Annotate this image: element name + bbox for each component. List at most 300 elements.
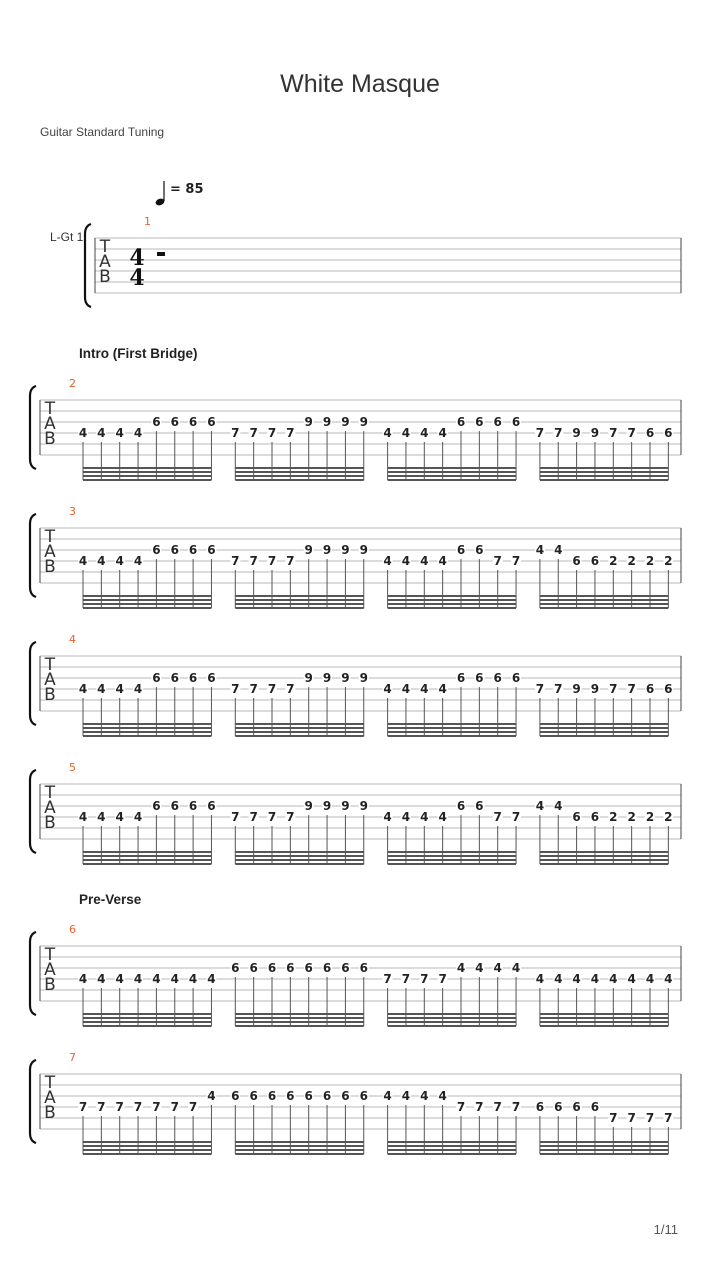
fret-number: 4 bbox=[97, 426, 106, 440]
tab-letter-b: B bbox=[44, 429, 56, 449]
fret-number: 4 bbox=[78, 682, 88, 696]
fret-number: 6 bbox=[535, 1100, 545, 1114]
fret-number: 4 bbox=[170, 972, 179, 986]
fret-number: 4 bbox=[590, 972, 600, 986]
fret-number: 6 bbox=[590, 554, 600, 568]
fret-number: 4 bbox=[115, 554, 124, 568]
fret-number: 7 bbox=[267, 682, 277, 696]
tuning-label: Guitar Standard Tuning bbox=[40, 125, 165, 139]
tab-letter-a: A bbox=[44, 542, 56, 562]
fret-number: 4 bbox=[207, 1089, 216, 1103]
beam bbox=[235, 1025, 363, 1027]
fret-number: 7 bbox=[493, 1100, 502, 1114]
fret-number: 9 bbox=[304, 543, 313, 557]
beam bbox=[83, 723, 211, 725]
beam bbox=[235, 723, 363, 725]
beam bbox=[540, 859, 668, 861]
fret-number: 4 bbox=[456, 961, 466, 975]
tab-letter-b: B bbox=[44, 685, 56, 705]
fret-number: 7 bbox=[438, 972, 447, 986]
beam bbox=[83, 479, 211, 481]
beam bbox=[83, 1153, 211, 1155]
fret-number: 6 bbox=[572, 810, 581, 824]
beam bbox=[83, 595, 211, 597]
fret-number: 6 bbox=[456, 671, 466, 685]
fret-number: 4 bbox=[420, 810, 429, 824]
beam bbox=[388, 855, 516, 857]
beam bbox=[388, 475, 516, 477]
beam bbox=[540, 731, 668, 733]
tab-letter-a: A bbox=[44, 1088, 56, 1108]
fret-number: 6 bbox=[554, 1100, 563, 1114]
beam bbox=[540, 1145, 668, 1147]
fret-number: 9 bbox=[304, 415, 313, 429]
beam bbox=[83, 599, 211, 601]
fret-number: 6 bbox=[207, 543, 216, 557]
bar-number: 2 bbox=[69, 377, 76, 390]
fret-number: 4 bbox=[207, 972, 216, 986]
fret-number: 4 bbox=[664, 972, 673, 986]
fret-number: 7 bbox=[493, 810, 502, 824]
fret-number: 6 bbox=[170, 543, 179, 557]
fret-number: 6 bbox=[456, 799, 466, 813]
fret-number: 7 bbox=[627, 1111, 636, 1125]
fret-number: 4 bbox=[78, 810, 88, 824]
beam bbox=[235, 471, 363, 473]
fret-number: 7 bbox=[267, 810, 277, 824]
beam bbox=[235, 1141, 363, 1143]
fret-number: 4 bbox=[383, 426, 392, 440]
fret-number: 4 bbox=[554, 972, 563, 986]
fret-number: 7 bbox=[420, 972, 429, 986]
beam bbox=[83, 1149, 211, 1151]
beam bbox=[83, 475, 211, 477]
fret-number: 4 bbox=[420, 554, 429, 568]
tab-letter-b: B bbox=[99, 267, 111, 287]
fret-number: 2 bbox=[645, 810, 655, 824]
time-signature-bottom: 4 bbox=[129, 265, 145, 291]
beam bbox=[235, 851, 363, 853]
tab-letter-b: B bbox=[44, 557, 56, 577]
fret-number: 4 bbox=[511, 961, 521, 975]
beam bbox=[83, 1021, 211, 1023]
fret-number: 7 bbox=[535, 682, 545, 696]
fret-number: 2 bbox=[664, 810, 673, 824]
fret-number: 6 bbox=[664, 682, 673, 696]
beam bbox=[388, 479, 516, 481]
beam bbox=[540, 471, 668, 473]
beam bbox=[83, 1013, 211, 1015]
beam bbox=[83, 727, 211, 729]
beam bbox=[388, 1141, 516, 1143]
tab-letter-a: A bbox=[44, 414, 56, 434]
beam bbox=[388, 1149, 516, 1151]
beam bbox=[540, 603, 668, 605]
beam bbox=[540, 1153, 668, 1155]
fret-number: 4 bbox=[401, 554, 411, 568]
fret-number: 7 bbox=[609, 1111, 618, 1125]
beam bbox=[235, 603, 363, 605]
beam bbox=[83, 1145, 211, 1147]
fret-number: 9 bbox=[359, 671, 368, 685]
fret-number: 4 bbox=[438, 426, 447, 440]
beam bbox=[388, 859, 516, 861]
fret-number: 7 bbox=[249, 682, 258, 696]
fret-number: 6 bbox=[664, 426, 673, 440]
fret-number: 9 bbox=[322, 543, 332, 557]
fret-number: 6 bbox=[359, 1089, 368, 1103]
fret-number: 6 bbox=[267, 1089, 277, 1103]
beam bbox=[83, 1141, 211, 1143]
beam bbox=[540, 1141, 668, 1143]
fret-number: 4 bbox=[383, 682, 392, 696]
fret-number: 6 bbox=[170, 415, 179, 429]
beam bbox=[83, 863, 211, 865]
system-bracket bbox=[85, 224, 91, 307]
fret-number: 6 bbox=[341, 961, 350, 975]
tab-letter-b: B bbox=[44, 1103, 56, 1123]
beam bbox=[540, 607, 668, 609]
beam bbox=[235, 855, 363, 857]
beam bbox=[540, 475, 668, 477]
fret-number: 4 bbox=[438, 554, 447, 568]
fret-number: 4 bbox=[383, 554, 392, 568]
system-bracket bbox=[30, 514, 36, 597]
fret-number: 7 bbox=[286, 810, 295, 824]
beam bbox=[235, 863, 363, 865]
fret-number: 7 bbox=[664, 1111, 673, 1125]
tab-letter-t: T bbox=[44, 783, 56, 803]
fret-number: 6 bbox=[152, 415, 161, 429]
fret-number: 6 bbox=[304, 1089, 313, 1103]
fret-number: 7 bbox=[267, 426, 277, 440]
beam bbox=[83, 607, 211, 609]
fret-number: 2 bbox=[609, 554, 618, 568]
fret-number: 6 bbox=[267, 961, 277, 975]
fret-number: 7 bbox=[133, 1100, 143, 1114]
bar-number: 6 bbox=[69, 923, 76, 936]
fret-number: 7 bbox=[231, 810, 240, 824]
fret-number: 7 bbox=[511, 554, 521, 568]
fret-number: 7 bbox=[188, 1100, 198, 1114]
fret-number: 4 bbox=[420, 682, 429, 696]
beam bbox=[540, 1025, 668, 1027]
beam bbox=[540, 1021, 668, 1023]
tab-letter-b: B bbox=[44, 975, 56, 995]
fret-number: 7 bbox=[511, 810, 521, 824]
fret-number: 7 bbox=[554, 682, 563, 696]
fret-number: 6 bbox=[475, 543, 484, 557]
fret-number: 7 bbox=[554, 426, 563, 440]
fret-number: 6 bbox=[475, 799, 484, 813]
fret-number: 7 bbox=[645, 1111, 655, 1125]
beam bbox=[83, 731, 211, 733]
beam bbox=[540, 735, 668, 737]
fret-number: 4 bbox=[152, 972, 161, 986]
fret-number: 4 bbox=[609, 972, 618, 986]
fret-number: 4 bbox=[133, 682, 143, 696]
fret-number: 6 bbox=[456, 543, 466, 557]
beam bbox=[83, 1017, 211, 1019]
beam bbox=[540, 1013, 668, 1015]
fret-number: 4 bbox=[554, 543, 563, 557]
beam bbox=[388, 731, 516, 733]
beam bbox=[388, 735, 516, 737]
beam bbox=[83, 851, 211, 853]
bar-number: 7 bbox=[69, 1051, 76, 1064]
bar-number: 5 bbox=[69, 761, 76, 774]
bar-number: 4 bbox=[69, 633, 76, 646]
fret-number: 7 bbox=[170, 1100, 179, 1114]
fret-number: 9 bbox=[304, 671, 313, 685]
fret-number: 6 bbox=[304, 961, 313, 975]
fret-number: 4 bbox=[535, 972, 545, 986]
fret-number: 7 bbox=[383, 972, 392, 986]
tab-letter-a: A bbox=[44, 670, 56, 690]
fret-number: 4 bbox=[420, 426, 429, 440]
fret-number: 4 bbox=[133, 810, 143, 824]
beam bbox=[540, 595, 668, 597]
fret-number: 4 bbox=[115, 810, 124, 824]
bar-number: 1 bbox=[144, 215, 151, 228]
beam bbox=[388, 851, 516, 853]
fret-number: 7 bbox=[267, 554, 277, 568]
beam bbox=[235, 1021, 363, 1023]
fret-number: 6 bbox=[590, 1100, 600, 1114]
fret-number: 6 bbox=[207, 799, 216, 813]
fret-number: 6 bbox=[456, 415, 466, 429]
fret-number: 6 bbox=[170, 671, 179, 685]
fret-number: 7 bbox=[97, 1100, 106, 1114]
tab-letter-a: A bbox=[99, 252, 111, 272]
fret-number: 4 bbox=[97, 682, 106, 696]
beam bbox=[235, 727, 363, 729]
beam bbox=[235, 731, 363, 733]
fret-number: 6 bbox=[475, 671, 484, 685]
system-bracket bbox=[30, 932, 36, 1015]
beam bbox=[540, 1017, 668, 1019]
fret-number: 4 bbox=[97, 972, 106, 986]
fret-number: 6 bbox=[170, 799, 179, 813]
beam bbox=[235, 479, 363, 481]
section-label-intro: Intro (First Bridge) bbox=[79, 346, 198, 361]
fret-number: 6 bbox=[322, 961, 332, 975]
fret-number: 9 bbox=[359, 799, 368, 813]
beam bbox=[235, 1017, 363, 1019]
fret-number: 4 bbox=[475, 961, 484, 975]
fret-number: 4 bbox=[115, 682, 124, 696]
fret-number: 6 bbox=[322, 1089, 332, 1103]
fret-number: 4 bbox=[383, 1089, 392, 1103]
fret-number: 2 bbox=[609, 810, 618, 824]
fret-number: 4 bbox=[133, 554, 143, 568]
beam bbox=[388, 607, 516, 609]
beam bbox=[235, 1013, 363, 1015]
beam bbox=[540, 479, 668, 481]
beam bbox=[388, 723, 516, 725]
fret-number: 4 bbox=[97, 810, 106, 824]
fret-number: 4 bbox=[535, 799, 545, 813]
fret-number: 7 bbox=[286, 682, 295, 696]
fret-number: 9 bbox=[304, 799, 313, 813]
beam bbox=[540, 851, 668, 853]
fret-number: 4 bbox=[115, 426, 124, 440]
fret-number: 6 bbox=[207, 415, 216, 429]
tab-letter-b: B bbox=[44, 813, 56, 833]
fret-number: 7 bbox=[627, 682, 636, 696]
fret-number: 9 bbox=[359, 415, 368, 429]
tab-letter-t: T bbox=[44, 655, 56, 675]
beam bbox=[388, 1153, 516, 1155]
beam bbox=[540, 1149, 668, 1151]
fret-number: 7 bbox=[231, 554, 240, 568]
fret-number: 9 bbox=[341, 415, 350, 429]
fret-number: 6 bbox=[152, 671, 161, 685]
fret-number: 6 bbox=[645, 426, 655, 440]
fret-number: 7 bbox=[627, 426, 636, 440]
beam bbox=[83, 735, 211, 737]
fret-number: 6 bbox=[572, 1100, 581, 1114]
fret-number: 7 bbox=[78, 1100, 88, 1114]
fret-number: 4 bbox=[133, 426, 143, 440]
beam bbox=[388, 1025, 516, 1027]
beam bbox=[388, 471, 516, 473]
beam bbox=[235, 599, 363, 601]
fret-number: 7 bbox=[456, 1100, 466, 1114]
fret-number: 4 bbox=[493, 961, 502, 975]
beam bbox=[540, 467, 668, 469]
fret-number: 9 bbox=[322, 671, 332, 685]
fret-number: 7 bbox=[286, 426, 295, 440]
beam bbox=[388, 603, 516, 605]
fret-number: 4 bbox=[420, 1089, 429, 1103]
beam bbox=[388, 595, 516, 597]
fret-number: 6 bbox=[249, 1089, 258, 1103]
fret-number: 6 bbox=[231, 1089, 240, 1103]
fret-number: 7 bbox=[249, 810, 258, 824]
section-label-pre-verse: Pre-Verse bbox=[79, 892, 142, 907]
fret-number: 6 bbox=[359, 961, 368, 975]
tab-letter-t: T bbox=[44, 1073, 56, 1093]
fret-number: 7 bbox=[231, 426, 240, 440]
system-bracket bbox=[30, 1060, 36, 1143]
fret-number: 6 bbox=[341, 1089, 350, 1103]
fret-number: 4 bbox=[401, 426, 411, 440]
beam bbox=[388, 1021, 516, 1023]
fret-number: 6 bbox=[572, 554, 581, 568]
fret-number: 6 bbox=[475, 415, 484, 429]
beam bbox=[83, 855, 211, 857]
beam bbox=[235, 475, 363, 477]
beam bbox=[235, 1153, 363, 1155]
beam bbox=[388, 467, 516, 469]
beam bbox=[235, 1145, 363, 1147]
fret-number: 6 bbox=[188, 671, 198, 685]
fret-number: 2 bbox=[627, 810, 636, 824]
fret-number: 9 bbox=[322, 799, 332, 813]
tab-letter-t: T bbox=[44, 527, 56, 547]
fret-number: 4 bbox=[554, 799, 563, 813]
fret-number: 7 bbox=[493, 554, 502, 568]
fret-number: 4 bbox=[438, 1089, 447, 1103]
fret-number: 7 bbox=[475, 1100, 484, 1114]
whole-rest bbox=[157, 252, 165, 256]
fret-number: 4 bbox=[535, 543, 545, 557]
fret-number: 7 bbox=[535, 426, 545, 440]
fret-number: 9 bbox=[590, 426, 600, 440]
fret-number: 9 bbox=[590, 682, 600, 696]
fret-number: 9 bbox=[341, 799, 350, 813]
fret-number: 6 bbox=[286, 961, 295, 975]
beam bbox=[388, 1145, 516, 1147]
beam bbox=[388, 727, 516, 729]
fret-number: 9 bbox=[341, 543, 350, 557]
tab-letter-t: T bbox=[44, 399, 56, 419]
song-title: White Masque bbox=[280, 70, 440, 98]
tab-letter-a: A bbox=[44, 960, 56, 980]
beam bbox=[388, 599, 516, 601]
beam bbox=[540, 599, 668, 601]
beam bbox=[83, 471, 211, 473]
fret-number: 4 bbox=[78, 426, 88, 440]
fret-number: 2 bbox=[645, 554, 655, 568]
tab-letter-t: T bbox=[44, 945, 56, 965]
fret-number: 6 bbox=[188, 799, 198, 813]
fret-number: 4 bbox=[438, 682, 447, 696]
fret-number: 6 bbox=[152, 799, 161, 813]
fret-number: 9 bbox=[572, 426, 581, 440]
fret-number: 7 bbox=[286, 554, 295, 568]
fret-number: 4 bbox=[78, 554, 88, 568]
fret-number: 7 bbox=[231, 682, 240, 696]
tempo-marking: = 85 bbox=[170, 182, 204, 197]
track-name-label: L-Gt 1 bbox=[50, 230, 84, 244]
beam bbox=[235, 467, 363, 469]
beam bbox=[540, 855, 668, 857]
beam bbox=[235, 607, 363, 609]
system-bracket bbox=[30, 642, 36, 725]
page-number: 1/11 bbox=[653, 1222, 678, 1237]
beam bbox=[540, 727, 668, 729]
system-bracket bbox=[30, 770, 36, 853]
fret-number: 6 bbox=[152, 543, 161, 557]
fret-number: 7 bbox=[115, 1100, 124, 1114]
fret-number: 6 bbox=[286, 1089, 295, 1103]
fret-number: 7 bbox=[401, 972, 411, 986]
fret-number: 4 bbox=[401, 682, 411, 696]
beam bbox=[83, 467, 211, 469]
beam bbox=[388, 1013, 516, 1015]
fret-number: 2 bbox=[627, 554, 636, 568]
beam bbox=[235, 595, 363, 597]
fret-number: 6 bbox=[249, 961, 258, 975]
fret-number: 9 bbox=[572, 682, 581, 696]
fret-number: 4 bbox=[645, 972, 655, 986]
fret-number: 4 bbox=[133, 972, 143, 986]
fret-number: 6 bbox=[188, 543, 198, 557]
fret-number: 6 bbox=[493, 415, 502, 429]
fret-number: 4 bbox=[438, 810, 447, 824]
beam bbox=[235, 735, 363, 737]
fret-number: 7 bbox=[152, 1100, 161, 1114]
fret-number: 4 bbox=[115, 972, 124, 986]
beam bbox=[235, 1149, 363, 1151]
beam bbox=[83, 859, 211, 861]
fret-number: 6 bbox=[493, 671, 502, 685]
tab-letter-t: T bbox=[99, 237, 111, 257]
beam bbox=[540, 723, 668, 725]
fret-number: 4 bbox=[401, 1089, 411, 1103]
